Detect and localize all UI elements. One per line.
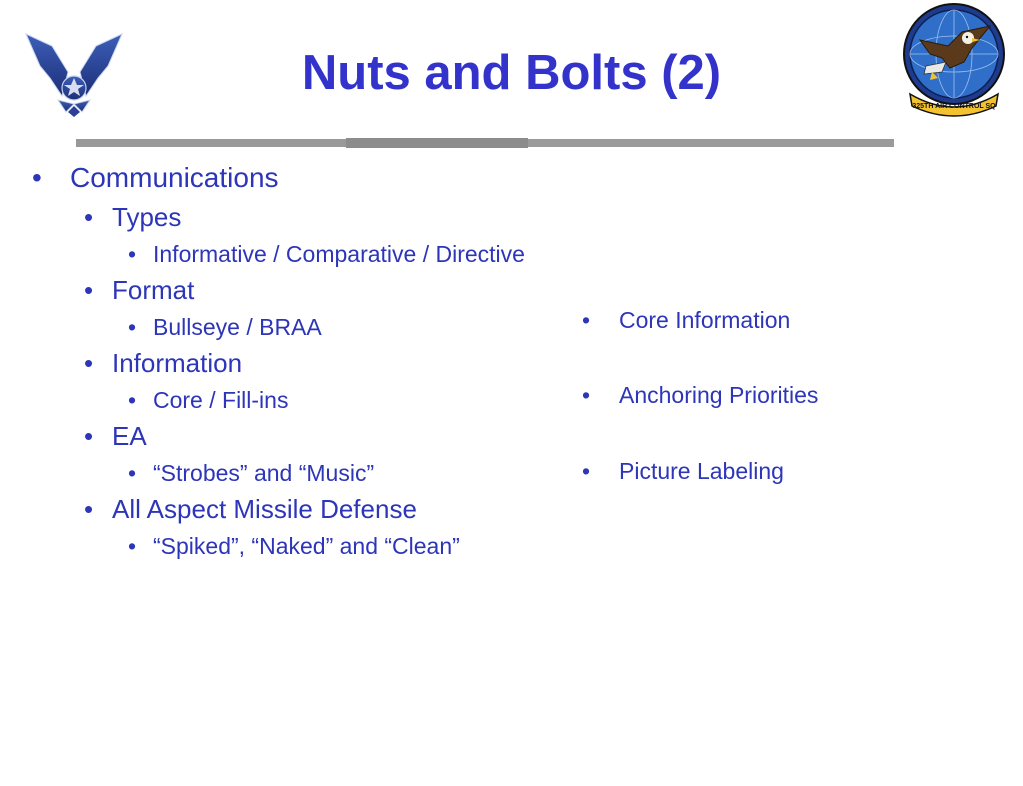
right-list-label: Core Information xyxy=(619,307,791,333)
right-list-label: Anchoring Priorities xyxy=(619,382,819,408)
outline-subitem-label: “Spiked”, “Naked” and “Clean” xyxy=(153,533,460,559)
divider-segment xyxy=(346,138,528,148)
bullet: • xyxy=(582,382,591,408)
outline-subitem-label: “Strobes” and “Music” xyxy=(153,460,375,486)
outline-item-label: EA xyxy=(112,421,147,451)
bullet: • xyxy=(128,241,137,267)
divider-segment xyxy=(76,139,346,147)
outline-subitem-label: Informative / Comparative / Directive xyxy=(153,241,525,267)
outline-item-label: Information xyxy=(112,348,243,378)
outline-item-label: Communications xyxy=(70,162,279,193)
outline-item-label: Types xyxy=(112,202,182,232)
bullet: • xyxy=(128,460,137,486)
right-list-label: Picture Labeling xyxy=(619,458,784,484)
bullet: • xyxy=(84,348,94,378)
bullet: • xyxy=(582,458,591,484)
title-divider xyxy=(76,138,894,148)
squadron-patch-icon xyxy=(902,2,1006,120)
outline-item-label: All Aspect Missile Defense xyxy=(112,494,417,524)
bullet: • xyxy=(128,314,137,340)
outline-item-label: Format xyxy=(112,275,195,305)
slide-title: Nuts and Bolts (2) xyxy=(301,46,722,100)
bullet: • xyxy=(84,421,94,451)
patch-banner-text: 325TH AIR CONTROL SQ xyxy=(912,103,996,110)
outline-subitem-label: Core / Fill-ins xyxy=(153,387,289,413)
divider-segment xyxy=(528,139,894,147)
bullet: • xyxy=(84,202,94,232)
bullet: • xyxy=(128,533,137,559)
bullet: • xyxy=(32,162,42,193)
bullet: • xyxy=(582,307,591,333)
outline-subitem-label: Bullseye / BRAA xyxy=(153,314,322,340)
bullet: • xyxy=(84,275,94,305)
bullet: • xyxy=(128,387,137,413)
bullet: • xyxy=(84,494,94,524)
